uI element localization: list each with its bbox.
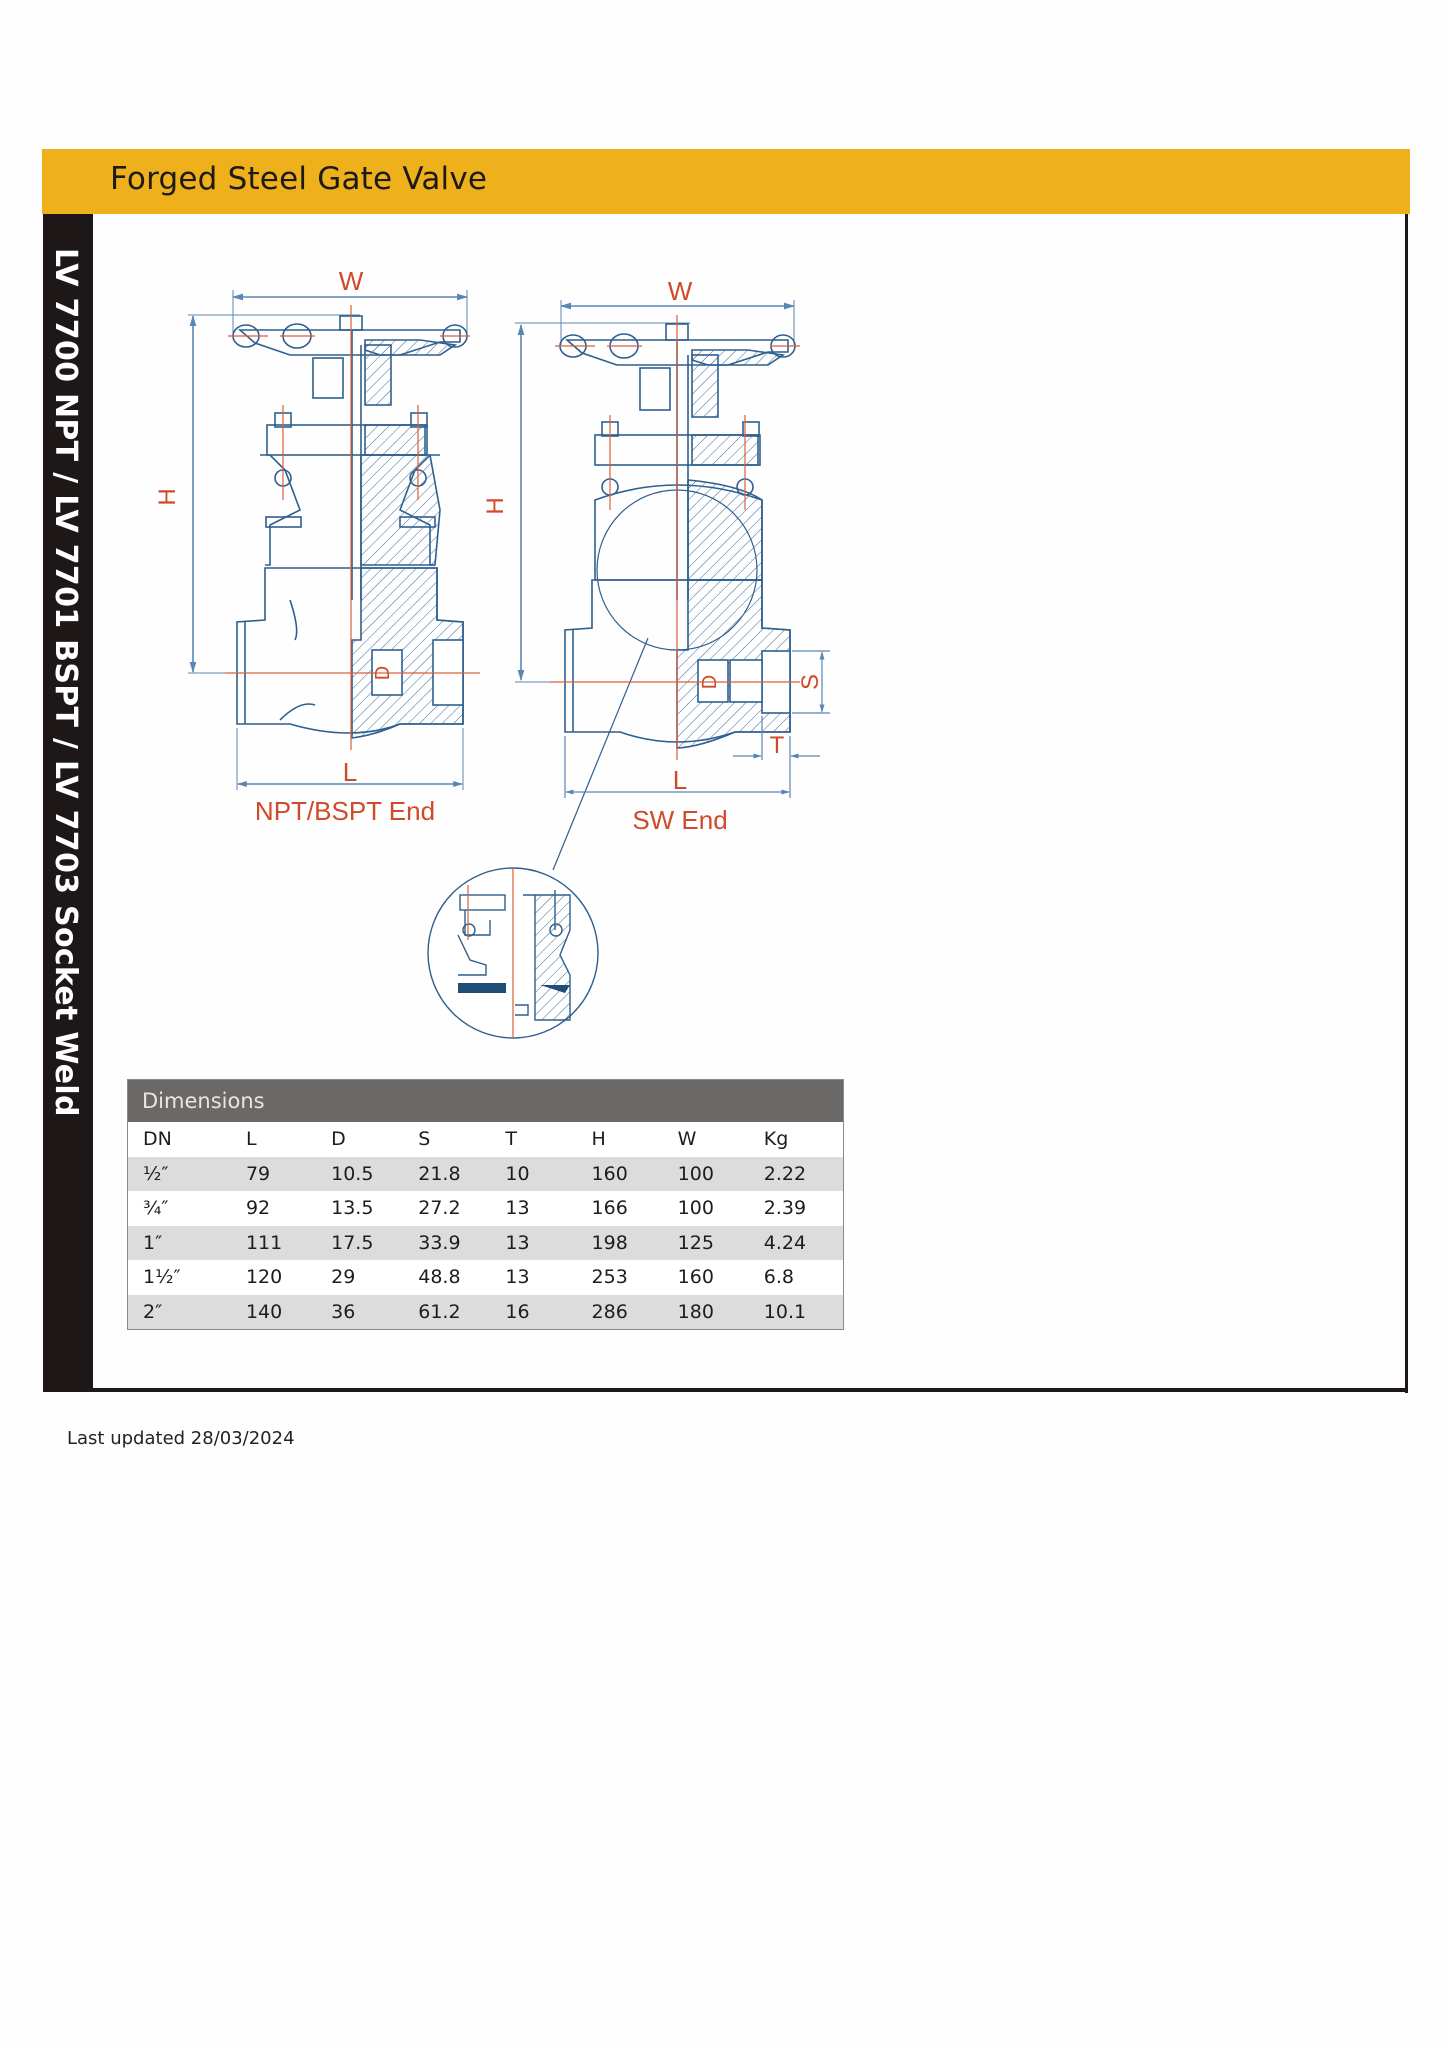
table-cell: 1½″	[143, 1266, 181, 1289]
column-header: DN	[143, 1128, 172, 1151]
table-cell: 100	[677, 1162, 714, 1185]
column-header: L	[245, 1128, 257, 1151]
sw-label-d: D	[699, 674, 721, 690]
table-cell: ¾″	[143, 1197, 169, 1220]
table-cell: 166	[591, 1197, 628, 1220]
column-header: W	[677, 1128, 697, 1151]
table-cell: 160	[677, 1266, 714, 1289]
sw-label-l: L	[672, 765, 688, 795]
table-cell: 48.8	[418, 1266, 461, 1289]
table-cell: 2″	[143, 1300, 163, 1323]
dimensions-table	[127, 1079, 844, 1330]
sw-caption: SW End	[632, 805, 728, 835]
sidebar-product-codes: LV 7700 NPT / LV 7701 BSPT / LV 7703 Socket Weld	[48, 248, 83, 1117]
sw-valve-drawing	[515, 300, 795, 870]
dimensions-table-caption: Dimensions	[128, 1080, 843, 1122]
table-cell: 13.5	[331, 1197, 374, 1220]
table-cell: 100	[677, 1197, 714, 1220]
table-row	[128, 1226, 843, 1261]
table-row	[128, 1191, 843, 1226]
npt-label-w: W	[338, 266, 364, 296]
table-cell: 27.2	[418, 1197, 461, 1220]
npt-valve-drawing	[188, 290, 467, 738]
sw-label-h: H	[482, 497, 509, 515]
table-cell: 10	[505, 1162, 530, 1185]
table-cell: 111	[245, 1231, 283, 1254]
table-cell: 253	[591, 1266, 628, 1289]
npt-label-d: D	[372, 665, 394, 681]
table-cell: 16	[505, 1300, 530, 1323]
npt-label-h: H	[154, 488, 181, 506]
table-cell: 29	[331, 1266, 356, 1289]
table-cell: 10.5	[331, 1162, 374, 1185]
table-cell: 140	[245, 1300, 283, 1323]
npt-caption: NPT/BSPT End	[254, 796, 436, 826]
table-cell: 13	[505, 1266, 530, 1289]
table-cell: 13	[505, 1231, 530, 1254]
table-cell: 198	[591, 1231, 628, 1254]
table-cell: 2.22	[763, 1162, 807, 1185]
table-cell: 36	[331, 1300, 356, 1323]
table-cell: 1″	[143, 1231, 163, 1254]
table-cell: 21.8	[418, 1162, 461, 1185]
table-cell: 180	[677, 1300, 714, 1323]
table-cell: 10.1	[763, 1300, 807, 1323]
sw-label-w: W	[667, 276, 693, 306]
table-cell: 17.5	[331, 1231, 374, 1254]
column-header: D	[331, 1128, 346, 1151]
table-row	[128, 1260, 843, 1295]
table-cell: 6.8	[763, 1266, 795, 1289]
table-cell: 79	[245, 1162, 271, 1185]
table-cell: 160	[591, 1162, 628, 1185]
table-header-row	[128, 1122, 843, 1157]
table-cell: ½″	[143, 1162, 169, 1185]
column-header: H	[591, 1128, 606, 1151]
table-cell: 33.9	[418, 1231, 461, 1254]
last-updated: Last updated 28/03/2024	[67, 1428, 295, 1449]
column-header: T	[505, 1128, 517, 1151]
table-cell: 4.24	[763, 1231, 807, 1254]
table-cell: 286	[591, 1300, 628, 1323]
table-cell: 92	[245, 1197, 271, 1220]
table-cell: 61.2	[418, 1300, 461, 1323]
frame-border-bottom	[43, 1388, 1408, 1392]
sw-label-t: T	[769, 732, 785, 759]
table-row	[128, 1157, 843, 1192]
table-row	[128, 1295, 843, 1330]
table-cell: 120	[245, 1266, 283, 1289]
sw-label-s: S	[797, 673, 824, 691]
page-title: Forged Steel Gate Valve	[110, 161, 488, 197]
column-header: Kg	[763, 1128, 789, 1151]
npt-label-l: L	[342, 757, 358, 787]
table-cell: 13	[505, 1197, 530, 1220]
column-header: S	[418, 1128, 431, 1151]
table-cell: 2.39	[763, 1197, 807, 1220]
table-cell: 125	[677, 1231, 714, 1254]
